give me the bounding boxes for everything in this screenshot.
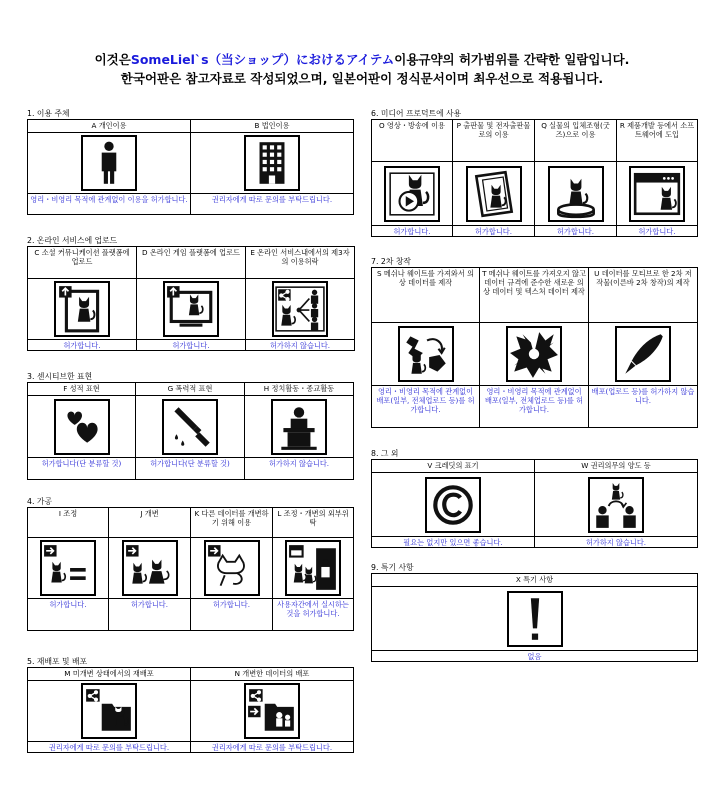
term-status-a: 영리・비영리 목적에 관계없이 이용을 허가합니다.: [28, 194, 191, 215]
term-label-s: S 메쉬나 웨이트를 가져와서 의상 데이터를 제작: [372, 268, 480, 323]
section-5: [27, 656, 354, 753]
section-8: [371, 448, 698, 548]
term-status-v: 필요는 없지만 있으면 좋습니다.: [372, 537, 535, 548]
term-status-n: 권리자에게 따로 문의를 부탁드립니다.: [191, 742, 354, 753]
distribute-modified-icon: [244, 683, 300, 739]
section-7: [371, 256, 698, 428]
term-label-c: C 소셜 커뮤니케이션 플랫폼에 업로드: [28, 247, 137, 279]
upload-phone-icon: [54, 281, 110, 337]
term-status-r: 허가합니다.: [617, 226, 698, 237]
copyright-icon: [425, 477, 481, 533]
term-status-f: 허가합니다(단 분류할 것): [28, 458, 136, 480]
section-title: 3. 센시티브한 표현: [27, 372, 93, 381]
video-icon: [384, 166, 440, 222]
term-status-l: 사용자간에서 실시하는 것을 허가합니다.: [273, 599, 354, 631]
section-title: 5. 재배포 및 배포: [27, 657, 88, 666]
term-label-j: J 개변: [109, 508, 191, 538]
term-label-l: L 조정・개변의 외부위탁: [273, 508, 354, 538]
term-label-p: P 출판물 및 전자출판물로의 이용: [453, 120, 535, 162]
header-line-1: 이것은SomeLiel`s（当ショップ）におけるアイテム이용규약의 허가범위를 간략한 일람입니다.: [94, 52, 630, 67]
header-line-2: 한국어판은 참고자료로 작성되었으며, 일본어판이 정식문서이며 최우선으로 적용됩니다.: [120, 71, 604, 86]
figure-icon: [548, 166, 604, 222]
term-label-a: A 개인이용: [28, 120, 191, 133]
term-status-m: 권리자에게 따로 문의를 부탁드립니다.: [28, 742, 191, 753]
adjust-icon: [40, 540, 96, 596]
term-label-h: H 정치활동・종교활동: [245, 383, 354, 396]
section-6: [371, 108, 698, 237]
term-label-v: V 크레딧의 표기: [372, 460, 535, 473]
term-status-p: 허가합니다.: [453, 226, 535, 237]
pen-icon: [615, 326, 671, 382]
term-status-q: 허가합니다.: [535, 226, 617, 237]
section-4: [27, 496, 354, 631]
software-icon: [629, 166, 685, 222]
term-label-w: W 권리의무의 양도 등: [535, 460, 698, 473]
term-status-j: 허가합니다.: [109, 599, 191, 631]
term-status-i: 허가합니다.: [28, 599, 109, 631]
section-title: 7. 2차 창작: [371, 257, 411, 266]
section-title: 1. 이용 주체: [27, 109, 70, 118]
redistribute-icon: [81, 683, 137, 739]
term-status-t: 영리・비영리 목적에 관계없이 배포(일부, 전체업로드 등)를 허가합니다.: [480, 386, 589, 428]
term-label-r: R 제품개발 등에서 소프트웨어에 도입: [617, 120, 698, 162]
term-label-b: B 법인이용: [191, 120, 354, 133]
term-status-o: 허가합니다.: [372, 226, 453, 237]
transfer-rights-icon: [588, 477, 644, 533]
exclamation-icon: [507, 591, 563, 647]
term-status-h: 허가하지 않습니다.: [245, 458, 354, 480]
term-label-i: I 조정: [28, 508, 109, 538]
new-cloth-icon: [506, 326, 562, 382]
term-label-g: G 폭력적 표현: [136, 383, 245, 396]
term-status-w: 허가하지 않습니다.: [535, 537, 698, 548]
term-label-f: F 성적 표현: [28, 383, 136, 396]
publication-icon: [466, 166, 522, 222]
term-label-u: U 데이터를 모티브로 한 2차 저작물(이른바 2차 창작)의 제작: [589, 268, 698, 323]
term-label-d: D 온라인 게임 플랫폼에 업로드: [137, 247, 246, 279]
podium-icon: [271, 399, 327, 455]
brand-name: SomeLiel`s（当ショップ）におけるアイテム: [130, 52, 395, 67]
term-label-m: M 미개변 상태에서의 재배포: [28, 668, 191, 681]
term-status-k: 허가합니다.: [191, 599, 273, 631]
upload-monitor-icon: [163, 281, 219, 337]
outsource-icon: [285, 540, 341, 596]
section-title: 9. 특기 사항: [371, 563, 414, 572]
section-title: 8. 그 외: [371, 449, 399, 458]
term-status-d: 허가합니다.: [137, 340, 246, 351]
section-9: [371, 562, 698, 662]
term-status-g: 허가합니다(단 분류할 것): [136, 458, 245, 480]
section-title: 2. 온라인 서비스에 업로드: [27, 236, 118, 245]
term-status-u: 배포(업로드 등)를 허가하지 않습니다.: [589, 386, 698, 428]
reuse-icon: [204, 540, 260, 596]
knife-icon: [162, 399, 218, 455]
page-header: [0, 50, 724, 88]
term-label-q: Q 실물의 입체조형(굿즈)으로 이용: [535, 120, 617, 162]
share-third-party-icon: [272, 281, 328, 337]
section-3: [27, 371, 354, 480]
term-status-b: 권리자에게 따로 문의를 부탁드립니다.: [191, 194, 354, 215]
section-title: 4. 가공: [27, 497, 52, 506]
term-status-c: 허가합니다.: [28, 340, 137, 351]
section-2: [27, 235, 355, 351]
mesh-transfer-icon: [398, 326, 454, 382]
section-title: 6. 미디어 프로덕트에 사용: [371, 109, 462, 118]
term-label-k: K 다른 데이터를 개변하기 위해 이용: [191, 508, 273, 538]
section-1: [27, 108, 354, 215]
hearts-icon: [54, 399, 110, 455]
term-status-x: 없음: [372, 651, 698, 662]
term-label-e: E 온라인 서비스내에서의 제3자의 이용허락: [246, 247, 355, 279]
term-label-n: N 개변한 데이터의 배포: [191, 668, 354, 681]
building-icon: [244, 135, 300, 191]
term-status-e: 허가하지 않습니다.: [246, 340, 355, 351]
term-label-o: O 영상・방송에 이용: [372, 120, 453, 162]
term-status-s: 영리・비영리 목적에 관계없이 배포(일부, 전체업로드 등)를 허가합니다.: [372, 386, 480, 428]
term-label-x: X 특기 사항: [372, 574, 698, 587]
person-icon: [81, 135, 137, 191]
modify-icon: [122, 540, 178, 596]
term-label-t: T 메쉬나 웨이트를 가져오지 않고 데이터 규격에 준수한 새로운 의상 데이터 및 텍스처 데이터 제작: [480, 268, 589, 323]
